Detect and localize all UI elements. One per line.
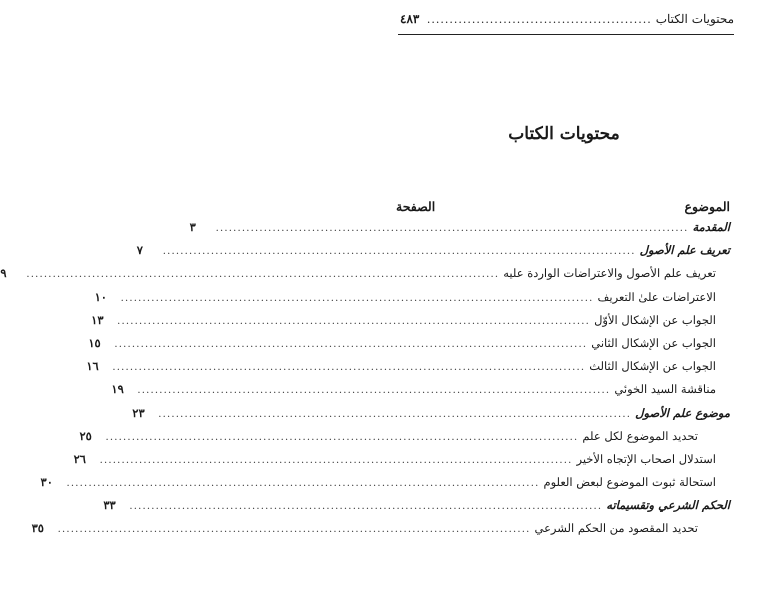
toc-entry[interactable] (79, 428, 730, 452)
toc-column-headers (396, 199, 730, 214)
toc-entry-label: موضوع علم الأصول (635, 405, 730, 420)
toc-leader-dots: ............................................................................................................ (117, 315, 591, 327)
toc-entry[interactable] (31, 521, 730, 544)
running-header-leader: .................................................. (426, 13, 652, 26)
toc-entry-label: مناقشة السيد الخوئي (614, 382, 716, 397)
toc-leader-dots: ............................................................................................................ (112, 362, 586, 374)
toc-entry-page-number: ٩ (0, 266, 7, 281)
toc-entry-label: الجواب عن الإشكال الثاني (591, 335, 716, 350)
toc-leader-dots: ............................................................................................................ (215, 223, 689, 234)
toc-entry-label: تحديد المقصود من الحكم الشرعي (534, 521, 698, 536)
toc-entry[interactable] (189, 220, 730, 243)
toc-leader-dots: ............................................................................................................ (26, 269, 500, 281)
toc-entry[interactable] (103, 498, 730, 521)
toc-entry-page-number: ٢٣ (132, 405, 145, 420)
toc-entry-page-number: ١٣ (91, 312, 104, 327)
toc-leader-dots: ............................................................................................................ (158, 408, 632, 420)
toc-entry[interactable] (40, 475, 730, 498)
toc-entry-page-number: ١٩ (111, 382, 124, 397)
toc-entry-page-number: ٣ (189, 220, 196, 234)
toc-entry-page-number: ٣٣ (103, 498, 116, 513)
toc-entry-page-number: ٧ (136, 243, 143, 258)
running-header (400, 12, 734, 32)
toc-leader-dots: ............................................................................................................ (99, 454, 573, 466)
toc-leader-dots: ............................................................................................................ (129, 501, 603, 513)
toc-entry-label: الجواب عن الإشكال الأوّل (594, 312, 716, 327)
toc-entry[interactable] (111, 382, 730, 405)
toc-entry[interactable] (88, 335, 730, 359)
toc-entry-page-number: ٢٦ (73, 451, 86, 466)
toc-leader-dots: ............................................................................................................ (162, 246, 636, 258)
toc-entry-page-number: ٣٥ (31, 521, 44, 536)
toc-entry[interactable] (73, 451, 730, 475)
toc-leader-dots: ............................................................................................................ (57, 524, 531, 536)
running-header-title: محتويات الكتاب (655, 12, 734, 26)
toc-entry[interactable] (0, 266, 730, 289)
toc-entry[interactable] (132, 405, 730, 429)
topic-column-header: الموضوع (684, 199, 730, 214)
toc-leader-dots: ............................................................................................................ (114, 338, 588, 350)
toc-leader-dots: ............................................................................................................ (137, 385, 611, 397)
toc-entry[interactable] (86, 359, 730, 382)
toc-entry-label: استدلال اصحاب الإتجاه الأخير (576, 451, 716, 466)
toc-entry[interactable] (94, 289, 730, 313)
toc-entry[interactable] (91, 312, 730, 336)
toc-entry-label: تحديد الموضوع لكل علم (582, 428, 698, 443)
toc-leader-dots: ............................................................................................................ (105, 431, 579, 443)
toc-entry-label: المقدمة (692, 220, 730, 234)
toc-entry-label: الجواب عن الإشكال الثالث (589, 359, 716, 374)
toc-entry-label: الاعتراضات علىٰ التعريف (597, 289, 716, 304)
toc-entry-label: تعريف علم الأصول والاعتراضات الواردة عليه (503, 266, 716, 281)
page-title: محتويات الكتاب (508, 124, 620, 144)
toc-entry-page-number: ١٥ (88, 335, 101, 350)
header-divider (398, 34, 734, 35)
toc-entry-page-number: ١٠ (94, 289, 107, 304)
toc-entry-page-number: ٢٥ (79, 428, 92, 443)
table-of-contents (0, 220, 730, 545)
toc-leader-dots: ............................................................................................................ (120, 292, 594, 304)
toc-entry-label: تعريف علم الأصول (639, 243, 730, 258)
toc-entry-page-number: ٣٠ (40, 475, 53, 490)
toc-entry[interactable] (136, 243, 730, 266)
toc-entry-label: استحالة ثبوت الموضوع لبعض العلوم (543, 475, 716, 490)
page-column-header: الصفحة (396, 199, 436, 214)
running-header-page-number: ٤٨٣ (400, 12, 420, 26)
toc-entry-page-number: ١٦ (86, 359, 99, 374)
toc-entry-label: الحكم الشرعي وتقسيماته (606, 498, 730, 513)
toc-leader-dots: ............................................................................................................ (66, 478, 540, 490)
